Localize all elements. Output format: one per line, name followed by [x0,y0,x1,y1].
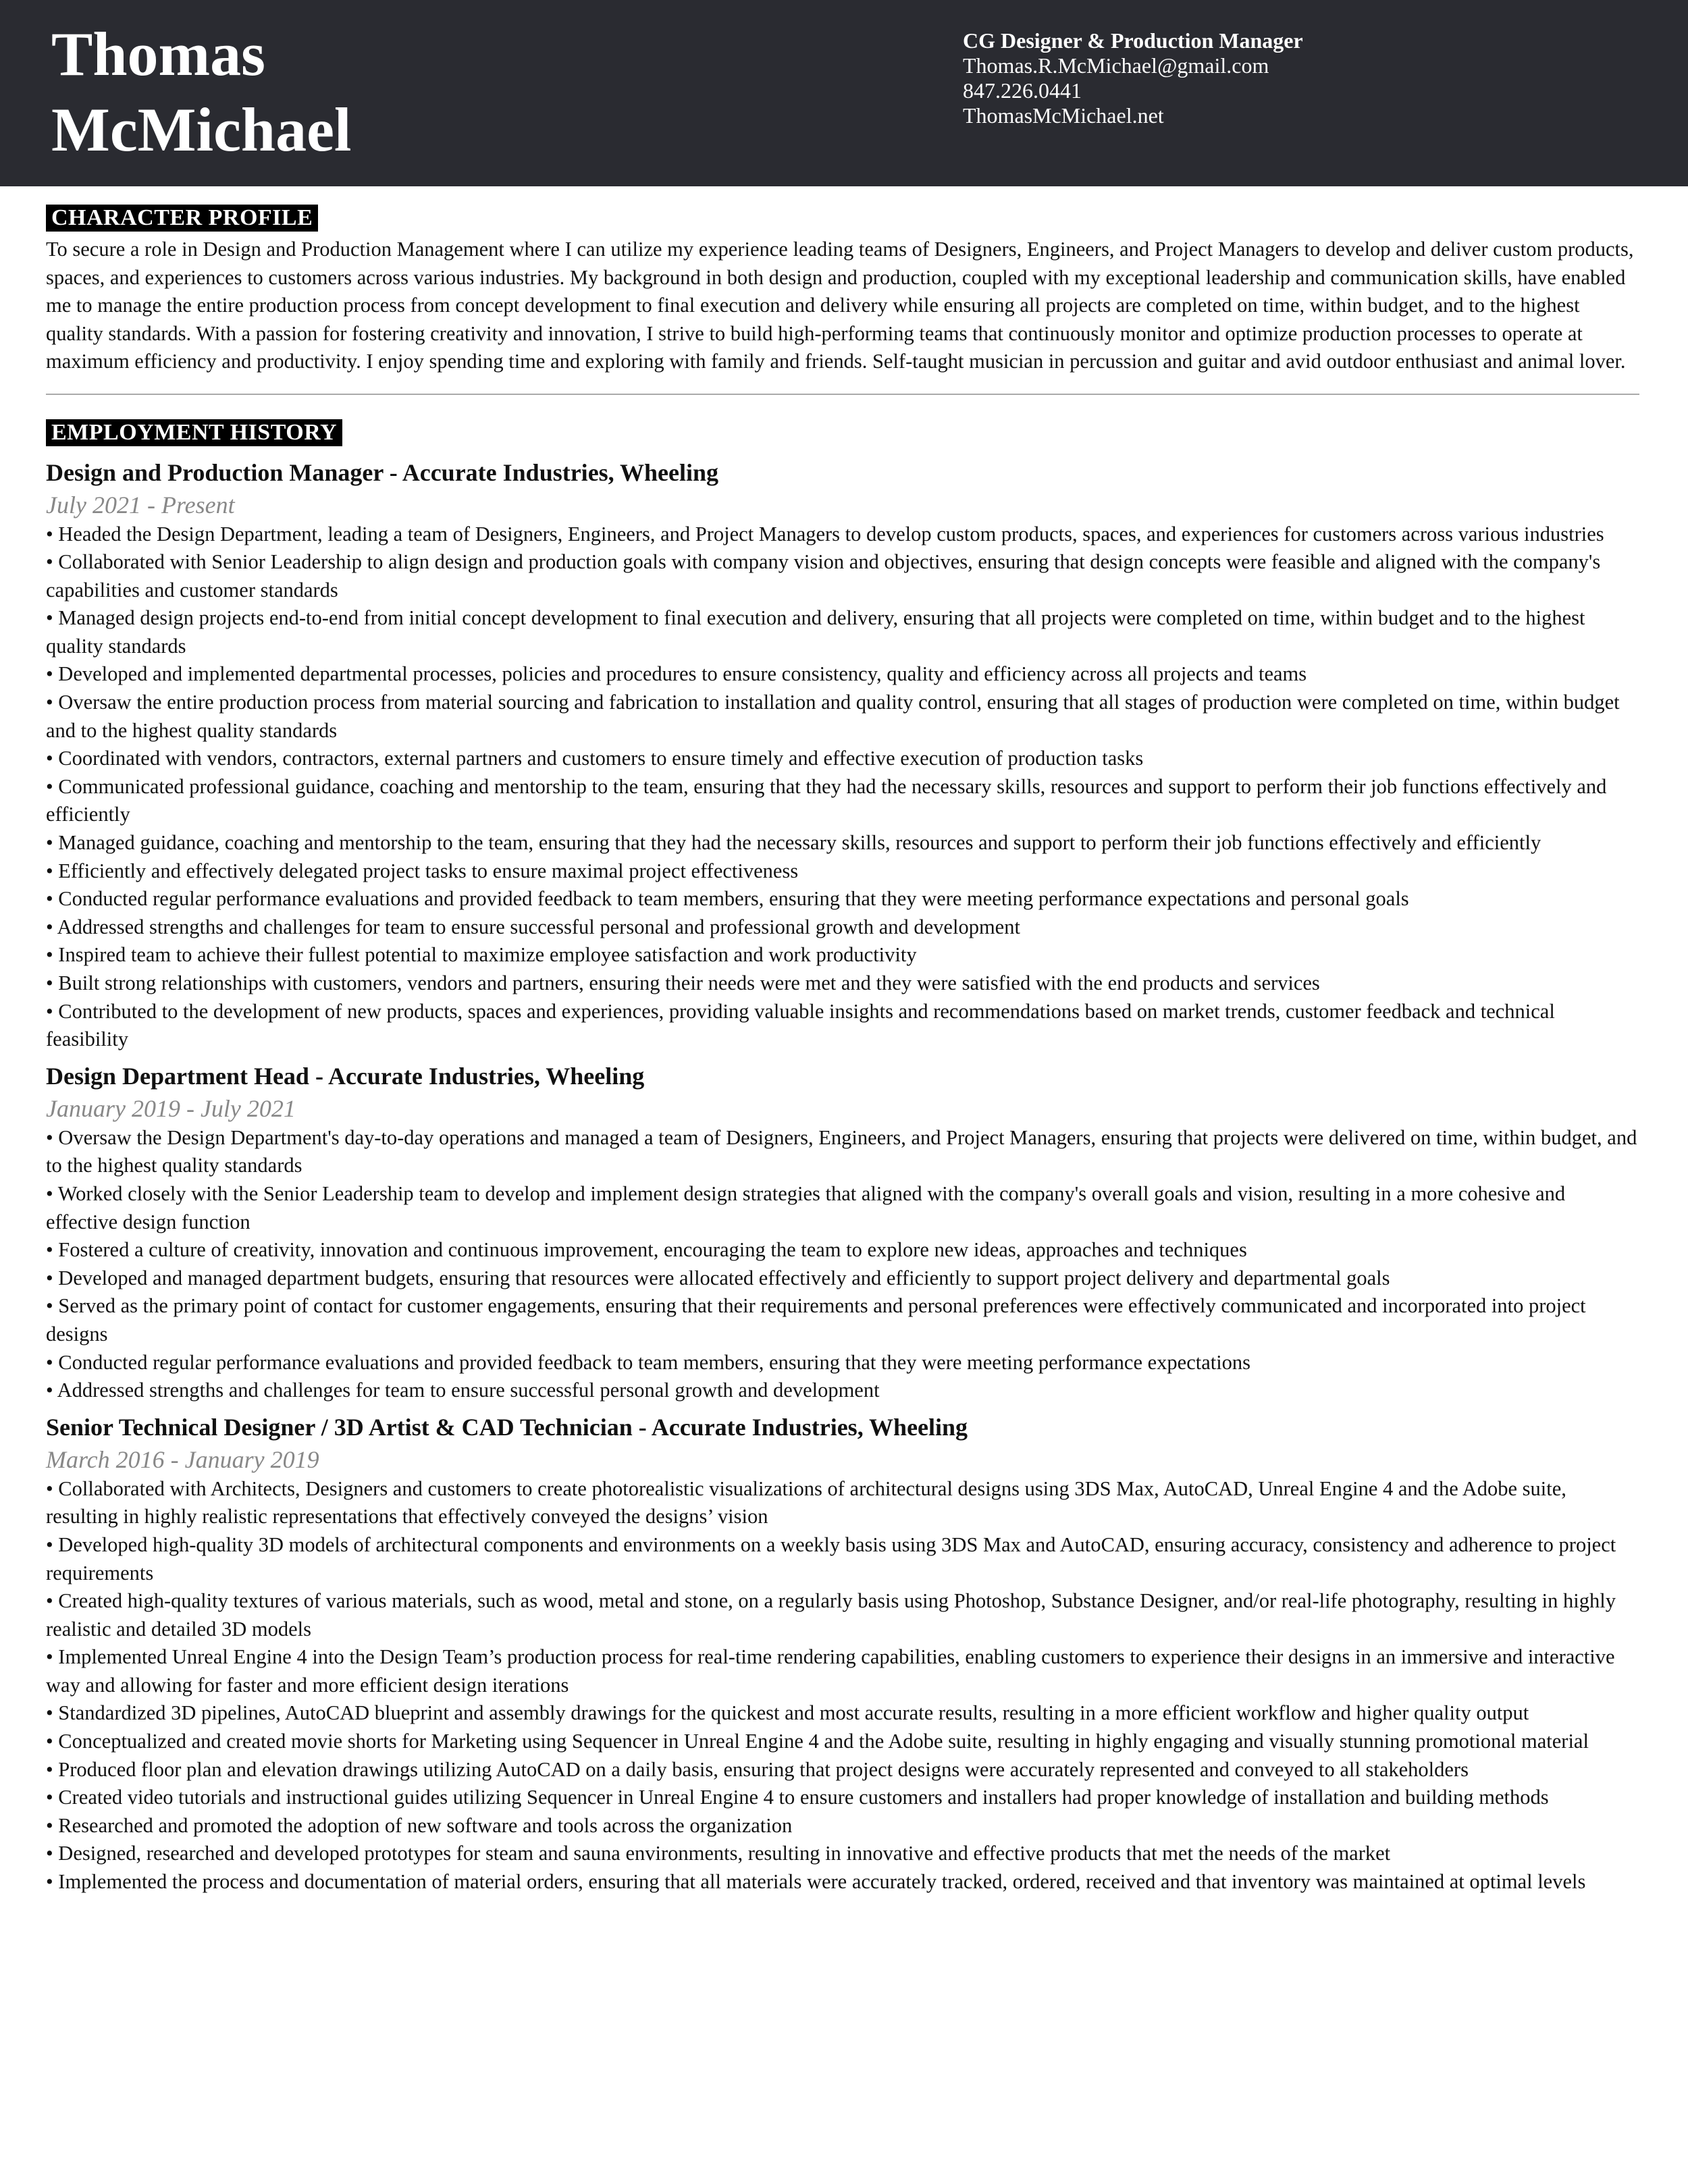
employment-history-section [46,419,1639,1896]
resume-body [46,205,1639,1896]
job-entry [46,1059,1639,1405]
job-bullets [46,1475,1639,1896]
job-bullet: • Addressed strengths and challenges for team to ensure successful personal growth and development [46,1379,880,1402]
job-bullet: • Inspired team to achieve their fullest potential to maximize employee satisfaction and work productivity [46,943,917,967]
job-bullets [46,521,1639,1054]
job-entry [46,1410,1639,1896]
job-list [46,456,1639,1896]
job-bullet: • Created video tutorials and instructional guides utilizing Sequencer in Unreal Engine 4 to ensure customers and installers had proper knowledge of installation and building methods [46,1786,1549,1809]
job-bullet: • Researched and promoted the adoption of new software and tools across the organization [46,1813,793,1837]
job-title: Design Department Head - Accurate Industries, Wheeling [46,1062,645,1090]
job-bullet: • Conducted regular performance evaluations and provided feedback to team members, ensuring that they were meeting performance expectations and personal goals [46,887,1409,911]
section-heading: CHARACTER PROFILE [46,205,318,232]
last-name: McMichael [51,95,352,164]
job-bullet: • Oversaw the entire production process from material sourcing and fabrication to installation and quality control, ensuring that all stages of production were completed on time, within budget and to the highest quality standards [46,691,1620,742]
email-link[interactable]: Thomas.R.McMichael@gmail.com [963,53,1269,78]
resume-header [0,0,1688,186]
job-dates: July 2021 - Present [46,491,235,518]
job-bullet: • Served as the primary point of contact for customer engagements, ensuring that their requirements and personal preferences were effectively communicated and incorporated into project designs [46,1294,1586,1346]
job-bullet: • Developed and managed department budgets, ensuring that resources were allocated effectively and efficiently to support project delivery and departmental goals [46,1266,1390,1289]
job-bullet: • Built strong relationships with customers, vendors and partners, ensuring their needs were met and they were satisfied with the end products and services [46,971,1320,994]
job-bullet: • Implemented Unreal Engine 4 into the Design Team’s production process for real-time rendering capabilities, enabling customers to experience their designs in an immersive and interactive way and allowing for faster and more efficient design iterations [46,1645,1615,1697]
job-bullet: • Worked closely with the Senior Leadership team to develop and implement design strategies that aligned with the company's overall goals and vision, resulting in a more cohesive and effective design function [46,1181,1566,1233]
job-bullet: • Conducted regular performance evaluations and provided feedback to team members, ensuring that they were meeting performance expectations [46,1350,1251,1374]
section-divider [46,394,1639,395]
profile-text: To secure a role in Design and Production Management where I can utilize my experience leading teams of Designers, Engineers, and Project Managers to develop and deliver custom products, spaces, and experiences to customers across various industries. My background in both design and production, coupled with my exceptional leadership and communication skills, have enabled me to manage the entire production process from concept development to final execution and delivery while ensuring all projects are completed on time, within budget, and to the highest quality standards. With a passion for fostering creativity and innovation, I strive to build high-performing teams that continuously monitor and optimize production processes to operate at maximum efficiency and productivity. I enjoy spending time and exploring with family and friends. Self-taught musician in percussion and guitar and avid outdoor enthusiast and animal lover. [46,238,1634,373]
job-role: CG Designer & Production Manager [963,28,1303,53]
job-bullet: • Collaborated with Senior Leadership to align design and production goals with company vision and objectives, ensuring that design concepts were feasible and aligned with the company's capabilities and customer standards [46,550,1601,602]
job-bullet: • Implemented the process and documentation of material orders, ensuring that all materials were accurately tracked, ordered, received and that inventory was maintained at optimal levels [46,1870,1586,1894]
job-bullet: • Oversaw the Design Department's day-to-day operations and managed a team of Designers, Engineers, and Project Managers, ensuring that projects were delivered on time, within budget, and to the highest quality standards [46,1125,1637,1177]
job-title: Design and Production Manager - Accurate Industries, Wheeling [46,458,719,486]
candidate-name [51,16,351,167]
job-dates: January 2019 - July 2021 [46,1094,296,1122]
first-name: Thomas [51,20,265,88]
job-bullet: • Collaborated with Architects, Designers and customers to create photorealistic visualizations of architectural designs using 3DS Max, AutoCAD, Unreal Engine 4 and the Adobe suite, resulting in highly realistic representations that effectively conveyed the designs’ vision [46,1476,1566,1528]
job-bullet: • Conceptualized and created movie shorts for Marketing using Sequencer in Unreal Engine 4 and the Adobe suite, resulting in highly engaging and visually stunning promotional material [46,1730,1589,1753]
job-title: Senior Technical Designer / 3D Artist & CAD Technician - Accurate Industries, Wheeling [46,1413,968,1441]
job-bullet: • Created high-quality textures of various materials, such as wood, metal and stone, on a regularly basis using Photoshop, Substance Designer, and/or real-life photography, resulting in highly realistic and detailed 3D models [46,1589,1616,1641]
job-bullet: • Communicated professional guidance, coaching and mentorship to the team, ensuring that they had the necessary skills, resources and support to perform their job functions effectively and efficiently [46,774,1607,826]
job-bullet: • Addressed strengths and challenges for team to ensure successful personal and professional growth and development [46,915,1020,938]
job-bullet: • Standardized 3D pipelines, AutoCAD blueprint and assembly drawings for the quickest and most accurate results, resulting in a more efficient workflow and higher quality output [46,1701,1529,1725]
job-bullet: • Produced floor plan and elevation drawings utilizing AutoCAD on a daily basis, ensuring that project designs were accurately represented and conveyed to all stakeholders [46,1757,1469,1781]
job-dates: March 2016 - January 2019 [46,1445,319,1473]
job-bullet: • Developed and implemented departmental processes, policies and procedures to ensure consistency, quality and efficiency across all projects and teams [46,662,1307,686]
phone-number[interactable]: 847.226.0441 [963,78,1082,103]
job-bullet: • Headed the Design Department, leading a team of Designers, Engineers, and Project Managers to develop custom products, spaces, and experiences for customers across various industries [46,522,1604,545]
website-link[interactable]: ThomasMcMichael.net [963,103,1164,128]
job-entry [46,456,1639,1054]
job-bullet: • Efficiently and effectively delegated project tasks to ensure maximal project effectiveness [46,859,799,882]
job-bullet: • Designed, researched and developed prototypes for steam and sauna environments, resulting in innovative and effective products that met the needs of the market [46,1842,1391,1865]
job-bullet: • Contributed to the development of new products, spaces and experiences, providing valuable insights and recommendations based on market trends, customer feedback and technical feasibility [46,999,1555,1051]
character-profile-section [46,205,1639,376]
job-bullet: • Coordinated with vendors, contractors, external partners and customers to ensure timely and effective execution of production tasks [46,747,1144,770]
job-bullet: • Developed high-quality 3D models of architectural components and environments on a weekly basis using 3DS Max and AutoCAD, ensuring accuracy, consistency and adherence to project requirements [46,1533,1616,1584]
contact-block [963,28,1303,128]
job-bullet: • Managed design projects end-to-end from initial concept development to final execution and delivery, ensuring that all projects were completed on time, within budget and to the highest quality standards [46,606,1585,658]
section-heading: EMPLOYMENT HISTORY [46,419,342,446]
job-bullet: • Fostered a culture of creativity, innovation and continuous improvement, encouraging the team to explore new ideas, approaches and techniques [46,1238,1247,1262]
job-bullet: • Managed guidance, coaching and mentorship to the team, ensuring that they had the necessary skills, resources and support to perform their job functions effectively and efficiently [46,831,1541,855]
job-bullets [46,1124,1639,1405]
